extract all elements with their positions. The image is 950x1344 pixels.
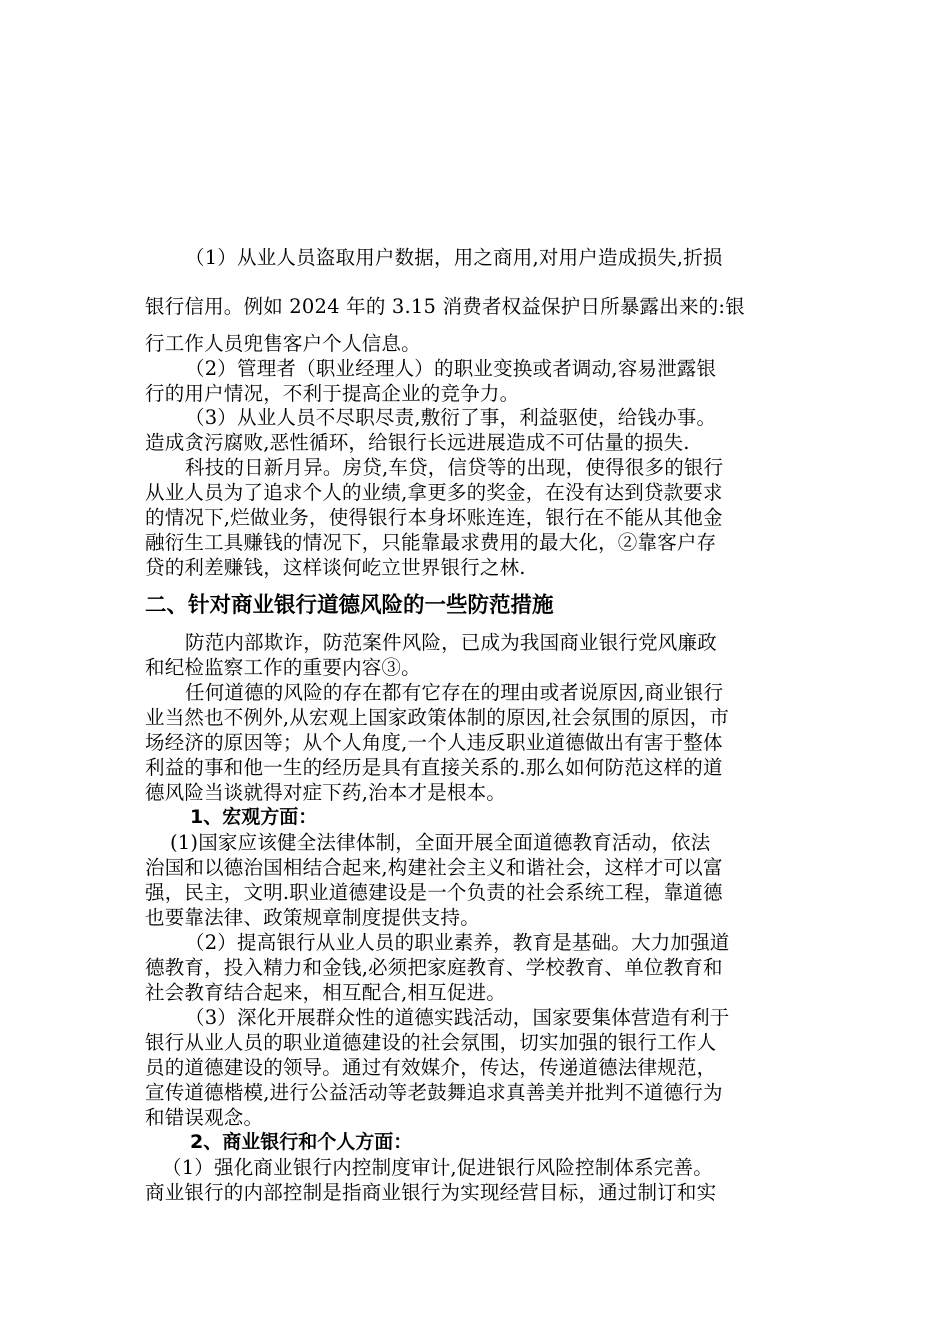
paragraph-line: 业当然也不例外,从宏观上国家政策体制的原因,社会氛围的原因，市 [145,706,730,729]
paragraph-line: 从业人员为了追求个人的业绩,拿更多的奖金，在没有达到贷款要求 [145,481,723,504]
paragraph-line: 融衍生工具赚钱的情况下，只能靠最求费用的最大化，②靠客户存 [145,531,717,554]
paragraph-line: 科技的日新月异。房贷,车贷，信贷等的出现，使得很多的银行 [185,456,724,479]
paragraph-line: 利益的事和他一生的经历是具有直接关系的.那么如何防范这样的道 [145,756,723,779]
paragraph-line: 银行从业人员的职业道德建设的社会氛围，切实加强的银行工作人 [145,1031,717,1054]
paragraph-line: 造成贪污腐败,恶性循环，给银行长远进展造成不可估量的损失. [145,431,690,454]
paragraph-line: 强，民主，文明.职业道德建设是一个负责的社会系统工程，靠道德 [145,881,723,904]
section-heading: 二、针对商业银行道德风险的一些防范措施 [145,593,554,618]
paragraph-line: （2）提高银行从业人员的职业素养，教育是基础。大力加强道 [185,931,730,954]
paragraph-line: （3）深化开展群众性的道德实践活动，国家要集体营造有利于 [185,1006,730,1029]
subsection-heading: 1、宏观方面： [190,806,318,828]
paragraph-line: （3）从业人员不尽职尽责,敷衍了事，利益驱使，给钱办事。 [185,406,717,429]
paragraph-line: 行工作人员兜售客户个人信息。 [145,332,421,355]
paragraph-line: 银行信用。例如 2024 年的 3.15 消费者权益保护日所暴露出来的:银 [145,295,745,318]
paragraph-line: 商业银行的内部控制是指商业银行为实现经营目标，通过制订和实 [145,1181,717,1204]
paragraph-line: 和纪检监察工作的重要内容③。 [145,656,421,679]
paragraph-line: （1）从业人员盗取用户数据，用之商用,对用户造成损失,折损 [185,246,723,269]
paragraph-line: 治国和以德治国相结合起来,构建社会主义和谐社会，这样才可以富 [145,856,723,879]
paragraph-line: 社会教育结合起来，相互配合,相互促进。 [145,981,506,1004]
paragraph-line: （2）管理者（职业经理人）的职业变换或者调动,容易泄露银 [185,357,717,380]
paragraph-line: （1）强化商业银行内控制度审计,促进银行风险控制体系完善。 [162,1156,713,1179]
paragraph-line: 也要靠法律、政策规章制度提供支持。 [145,906,480,929]
paragraph-line: 员的道德建设的领导。通过有效媒介，传达，传递道德法律规范， [145,1056,717,1079]
paragraph-line: 的情况下,烂做业务，使得银行本身坏账连连，银行在不能从其他金 [145,506,723,529]
paragraph-line: (1)国家应该健全法律体制，全面开展全面道德教育活动，依法 [170,831,711,854]
paragraph-line: 德教育，投入精力和金钱,必须把家庭教育、学校教育、单位教育和 [145,956,723,979]
paragraph-line: 防范内部欺诈，防范案件风险，已成为我国商业银行党风廉政 [185,631,717,654]
paragraph-line: 和错误观念。 [145,1106,264,1129]
paragraph-line: 场经济的原因等；从个人角度,一个人违反职业道德做出有害于整体 [145,731,723,754]
paragraph-line: 行的用户情况，不利于提高企业的竞争力。 [145,382,520,405]
paragraph-line: 任何道德的风险的存在都有它存在的理由或者说原因,商业银行 [185,681,724,704]
paragraph-line: 宣传道德楷模,进行公益活动等老鼓舞追求真善美并批判不道德行为 [145,1081,723,1104]
subsection-heading: 2、商业银行和个人方面： [190,1131,413,1153]
paragraph-line: 德风险当谈就得对症下药,治本才是根本。 [145,781,506,804]
paragraph-line: 贷的利差赚钱，这样谈何屹立世界银行之林. [145,556,526,579]
